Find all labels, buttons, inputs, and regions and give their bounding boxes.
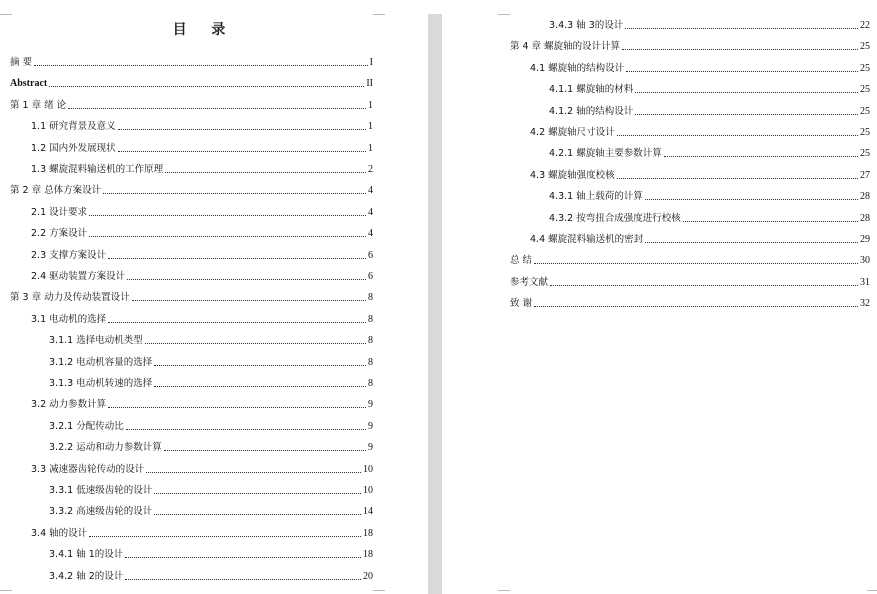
toc-entry-page: 2 [368, 164, 373, 175]
toc-leader-dots [635, 114, 858, 115]
toc-leader-dots [664, 156, 858, 157]
toc-entry-page: 9 [368, 420, 373, 432]
toc-entry-page: 8 [368, 335, 373, 347]
toc-leader-dots [146, 472, 361, 473]
toc-entry-page: 6 [368, 271, 373, 282]
toc-leader-dots [118, 129, 366, 130]
toc-entry-page: 4 [368, 206, 373, 218]
crop-mark [373, 590, 385, 591]
toc-entry-label: 4.3 螺旋轴强度校核 [530, 169, 615, 181]
toc-entry-page: 8 [368, 313, 373, 325]
toc-leader-dots [154, 493, 361, 494]
toc-leader-dots [34, 65, 368, 66]
toc-entry-label: 3.4.1 轴 1的设计 [49, 549, 124, 561]
toc-entry[interactable] [10, 76, 373, 90]
crop-mark [498, 590, 510, 591]
toc-entry-label: 第 2 章 总体方案设计 [10, 185, 102, 197]
toc-entry-label: 3.1.3 电动机转速的选择 [49, 378, 153, 389]
toc-leader-dots [534, 263, 858, 264]
toc-entry-page: 25 [860, 148, 870, 160]
toc-entry[interactable] [510, 275, 870, 289]
toc-leader-dots [127, 279, 366, 280]
toc-entry-page: 14 [363, 506, 373, 518]
toc-leader-dots [108, 407, 366, 408]
toc-entry-label: 4.1.1 螺旋轴的材料 [549, 84, 634, 96]
toc-entry-page: 29 [860, 234, 870, 245]
toc-entry-page: 8 [368, 378, 373, 389]
toc-entry[interactable] [530, 232, 870, 246]
toc-entry-page: 18 [363, 527, 373, 539]
toc-entry-label: 第 4 章 螺旋轴的设计计算 [510, 41, 621, 53]
toc-entry-page: 9 [368, 442, 373, 454]
toc-entry-page: 20 [363, 570, 373, 582]
toc-entry-label: 4.1.2 轴的结构设计 [549, 105, 634, 117]
toc-leader-dots [626, 71, 858, 72]
toc-leader-dots [132, 300, 366, 301]
toc-entry-label: 3.2.1 分配传动比 [49, 420, 124, 432]
toc-leader-dots [108, 258, 366, 259]
toc-leader-dots [645, 242, 858, 243]
crop-mark [867, 590, 877, 591]
toc-entry-label: 3.1.1 选择电动机类型 [49, 335, 143, 347]
toc-entry[interactable] [31, 397, 373, 411]
toc-leader-dots [164, 450, 366, 451]
toc-entry[interactable] [31, 226, 373, 240]
toc-entry-page: 4 [368, 228, 373, 240]
page-gutter [428, 14, 442, 594]
toc-leader-dots [125, 557, 361, 558]
toc-entry-page: 30 [860, 255, 870, 267]
toc-entry-page: 8 [368, 292, 373, 304]
toc-leader-dots [617, 135, 858, 136]
toc-entry-label: 1.1 研究背景及意义 [31, 121, 116, 133]
toc-title: 目 录 [172, 22, 236, 38]
toc-entry[interactable] [530, 61, 870, 75]
toc-leader-dots [126, 429, 366, 430]
crop-mark [0, 590, 12, 591]
toc-entry-page: 25 [860, 105, 870, 117]
toc-entry[interactable] [31, 205, 373, 219]
toc-entry[interactable] [549, 18, 870, 32]
crop-mark [498, 14, 510, 15]
toc-entry-label: 1.2 国内外发展现状 [31, 142, 116, 154]
toc-entry-page: 25 [860, 127, 870, 138]
toc-entry-label: 3.2.2 运动和动力参数计算 [49, 442, 162, 454]
toc-entry-label: 2.3 支撑方案设计 [31, 249, 107, 261]
toc-entry[interactable] [31, 269, 373, 283]
toc-entry-label: 参考文献 [510, 276, 549, 288]
toc-entry-label: 4.3.1 轴上载荷的计算 [549, 191, 643, 203]
toc-entry-page: 4 [368, 185, 373, 197]
toc-entry-page: 22 [860, 20, 870, 31]
toc-entry-label: 4.4 螺旋混料输送机的密封 [530, 234, 644, 245]
toc-entry[interactable] [10, 290, 373, 304]
toc-leader-dots [118, 151, 366, 152]
toc-leader-dots [89, 215, 366, 216]
toc-leader-dots [49, 86, 364, 87]
toc-leader-dots [625, 28, 858, 29]
toc-entry[interactable] [31, 248, 373, 262]
toc-leader-dots [683, 221, 858, 222]
toc-entry-page: 25 [860, 62, 870, 74]
toc-entry[interactable] [549, 104, 870, 118]
toc-leader-dots [68, 108, 366, 109]
document-page-left [0, 0, 428, 594]
toc-entry[interactable] [31, 119, 373, 133]
toc-leader-dots [645, 199, 858, 200]
toc-entry[interactable] [31, 162, 373, 176]
toc-entry[interactable] [530, 125, 870, 139]
toc-entry-page: 32 [860, 298, 870, 310]
toc-leader-dots [622, 49, 858, 50]
toc-entry-label: 2.2 方案设计 [31, 228, 88, 240]
toc-entry-label: 3.3.1 低速级齿轮的设计 [49, 485, 153, 496]
toc-entry-page: 28 [860, 191, 870, 203]
toc-entry-label: 2.1 设计要求 [31, 206, 88, 218]
toc-leader-dots [89, 236, 366, 237]
toc-entry[interactable] [10, 98, 373, 112]
toc-entry[interactable] [49, 376, 373, 390]
toc-entry-label: 第 3 章 动力及传动装置设计 [10, 292, 130, 304]
toc-entry-page: 28 [860, 212, 870, 224]
toc-entry[interactable] [49, 440, 373, 454]
toc-entry-label: 3.1 电动机的选择 [31, 313, 107, 325]
toc-entry-label: 2.4 驱动装置方案设计 [31, 271, 126, 282]
toc-entry-label: 摘 要 [10, 57, 33, 68]
toc-entry-label: 4.2.1 螺旋轴主要参数计算 [549, 148, 662, 160]
toc-entry-page: 18 [363, 549, 373, 561]
toc-entry-label: 3.1.2 电动机容量的选择 [49, 356, 153, 368]
toc-entry[interactable] [31, 526, 373, 540]
toc-leader-dots [534, 306, 858, 307]
toc-leader-dots [103, 193, 366, 194]
toc-leader-dots [617, 178, 858, 179]
toc-leader-dots [165, 172, 366, 173]
toc-entry[interactable] [49, 504, 373, 518]
toc-entry[interactable] [549, 146, 870, 160]
toc-entry[interactable] [510, 296, 870, 310]
toc-entry-label: 3.3 减速器齿轮传动的设计 [31, 463, 145, 475]
toc-entry-page: 1 [368, 121, 373, 133]
toc-entry[interactable] [549, 211, 870, 225]
toc-entry[interactable] [10, 183, 373, 197]
toc-entry-page: 6 [368, 249, 373, 261]
toc-entry-page: I [369, 57, 373, 68]
toc-entry-page: 25 [860, 41, 870, 53]
toc-entry-page: 1 [368, 142, 373, 154]
toc-entry-label: 3.4 轴的设计 [31, 527, 88, 539]
toc-entry[interactable] [49, 355, 373, 369]
toc-leader-dots [154, 514, 361, 515]
toc-leader-dots [635, 92, 858, 93]
toc-entry[interactable] [49, 569, 373, 583]
toc-leader-dots [108, 322, 366, 323]
toc-entry-page: 27 [860, 169, 870, 181]
toc-entry-label: 致 谢 [510, 298, 533, 310]
toc-entry[interactable] [530, 168, 870, 182]
toc-entry-page: 9 [368, 399, 373, 411]
toc-entry[interactable] [10, 55, 373, 69]
toc-entry[interactable] [31, 312, 373, 326]
toc-leader-dots [154, 386, 366, 387]
toc-entry[interactable] [49, 419, 373, 433]
toc-entry-label: 4.1 螺旋轴的结构设计 [530, 62, 625, 74]
toc-entry[interactable] [31, 462, 373, 476]
toc-leader-dots [550, 285, 858, 286]
toc-entry[interactable] [49, 333, 373, 347]
toc-leader-dots [89, 536, 361, 537]
toc-leader-dots [154, 365, 366, 366]
toc-entry[interactable] [549, 189, 870, 203]
toc-entry[interactable] [510, 253, 870, 267]
toc-entry[interactable] [549, 82, 870, 96]
toc-entry-page: 1 [368, 99, 373, 111]
toc-entry-label: 3.4.3 轴 3的设计 [549, 20, 624, 31]
toc-entry-page: 25 [860, 84, 870, 96]
toc-leader-dots [125, 579, 361, 580]
toc-entry-label: 3.4.2 轴 2的设计 [49, 570, 124, 582]
toc-entry-page: 8 [368, 356, 373, 368]
document-page-right [442, 0, 877, 594]
toc-entry-label: 4.2 螺旋轴尺寸设计 [530, 127, 615, 138]
toc-entry[interactable] [49, 483, 373, 497]
crop-mark [373, 14, 385, 15]
toc-leader-dots [145, 343, 366, 344]
crop-mark [0, 14, 12, 15]
toc-entry-label: 3.3.2 高速级齿轮的设计 [49, 506, 153, 518]
toc-entry-label: 4.3.2 按弯扭合成强度进行校核 [549, 212, 681, 224]
toc-entry-label: Abstract [10, 78, 48, 90]
toc-entry-page: 10 [363, 485, 373, 496]
toc-entry-label: 第 1 章 绪 论 [10, 99, 67, 111]
toc-entry[interactable] [510, 39, 870, 53]
toc-entry-label: 3.2 动力参数计算 [31, 399, 107, 411]
toc-entry[interactable] [49, 547, 373, 561]
toc-entry-page: II [366, 78, 373, 90]
toc-entry-label: 总 结 [510, 255, 533, 267]
toc-entry-page: 31 [860, 276, 870, 288]
toc-entry[interactable] [31, 141, 373, 155]
toc-entry-page: 10 [363, 463, 373, 475]
toc-entry-label: 1.3 螺旋混料输送机的工作原理 [31, 164, 164, 175]
